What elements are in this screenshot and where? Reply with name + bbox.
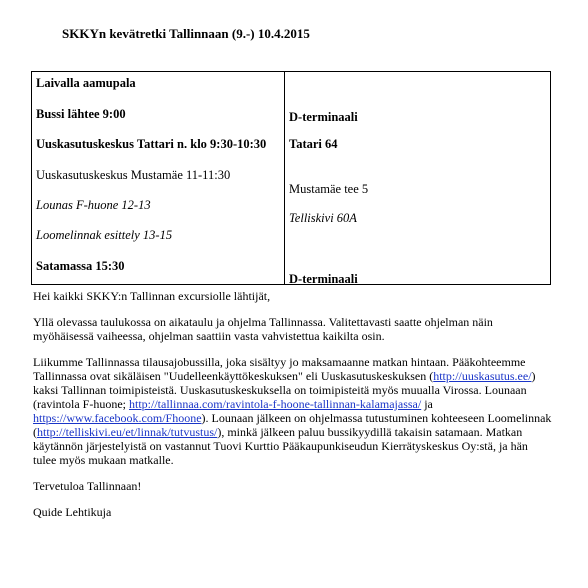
- facebook-link[interactable]: https://www.facebook.com/Fhoone: [33, 411, 202, 425]
- schedule-lunch: Lounas F-huone 12-13: [36, 198, 151, 212]
- letter-paragraph-1: Yllä olevassa taulukossa on aikataulu ja ohjelma Tallinnassa. Valitettavasti saatte ohjelman näin myöhäisessä vaiheessa, ohjelman saattiin vasta vahvistettua kaikilta osin.: [33, 315, 493, 343]
- telliskivi-link[interactable]: http://telliskivi.eu/et/linnak/tutvustus/: [37, 425, 218, 439]
- letter-body: [33, 289, 553, 531]
- letter-greeting: Hei kaikki SKKY:n Tallinnan excursiolle lähtijät,: [33, 289, 271, 303]
- schedule-breakfast: Laivalla aamupala: [36, 76, 136, 90]
- uuskasutus-link[interactable]: http://uuskasutus.ee/: [433, 369, 532, 383]
- schedule-tattari: Uuskasutuskeskus Tattari n. klo 9:30-10:30: [36, 137, 267, 151]
- letter-signature: Quide Lehtikuja: [33, 505, 112, 519]
- schedule-harbour-location: D-terminaali: [289, 272, 358, 286]
- document-title: SKKYn kevätretki Tallinnaan (9.-) 10.4.2015: [62, 26, 310, 41]
- schedule-table: [31, 71, 551, 285]
- schedule-lunch-address: Telliskivi 60A: [289, 211, 357, 225]
- schedule-mustamae: Uuskasutuskeskus Mustamäe 11-11:30: [36, 168, 231, 182]
- schedule-bus-departure: Bussi lähtee 9:00: [36, 107, 126, 121]
- schedule-bus-location: D-terminaali: [289, 110, 358, 124]
- schedule-loomelinnak: Loomelinnak esittely 13-15: [36, 228, 173, 242]
- letter-closing: Tervetuloa Tallinnaan!: [33, 479, 142, 493]
- schedule-harbour: Satamassa 15:30: [36, 259, 125, 273]
- letter-paragraph-2: Liikumme Tallinnassa tilausajobussilla, joka sisältyy jo maksamaanne matkan hintaan. Pääkohteemme Tallinnassa ovat sikäläisen "Uudelleenkäyttökeskuksen" eli Uuskasutuskeskuksen (http://uuskasutus.ee/) kaksi Tallinnan toimipisteistä. Uuskasutuskeskuksella on toimipisteitä myös muualla Virossa. Lounaan (ravintola F-huone; http://tallinnaa.com/ravintola-f-hoone-tallinnan-kalamajassa/ ja https://www.facebook.com/Fhoone). Lounaan jälkeen on ohjelmassa tutustuminen kohteeseen Loomelinnak (http://telliskivi.eu/et/linnak/tutvustus/), minkä jälkeen paluu bussikyydillä takaisin satamaan. Matkan käytännön järjestelyistä on vastannut Tuovi Kurttio Pääkaupunkiseudun Kierrätyskeskus Oy:stä, ja hän tulee myös mukaan matkalle.: [33, 355, 552, 467]
- schedule-mustamae-address: Mustamäe tee 5: [289, 182, 369, 196]
- column-divider: [284, 72, 285, 284]
- schedule-tattari-address: Tatari 64: [289, 137, 338, 151]
- f-hoone-link[interactable]: http://tallinnaa.com/ravintola-f-hoone-tallinnan-kalamajassa/: [128, 397, 422, 411]
